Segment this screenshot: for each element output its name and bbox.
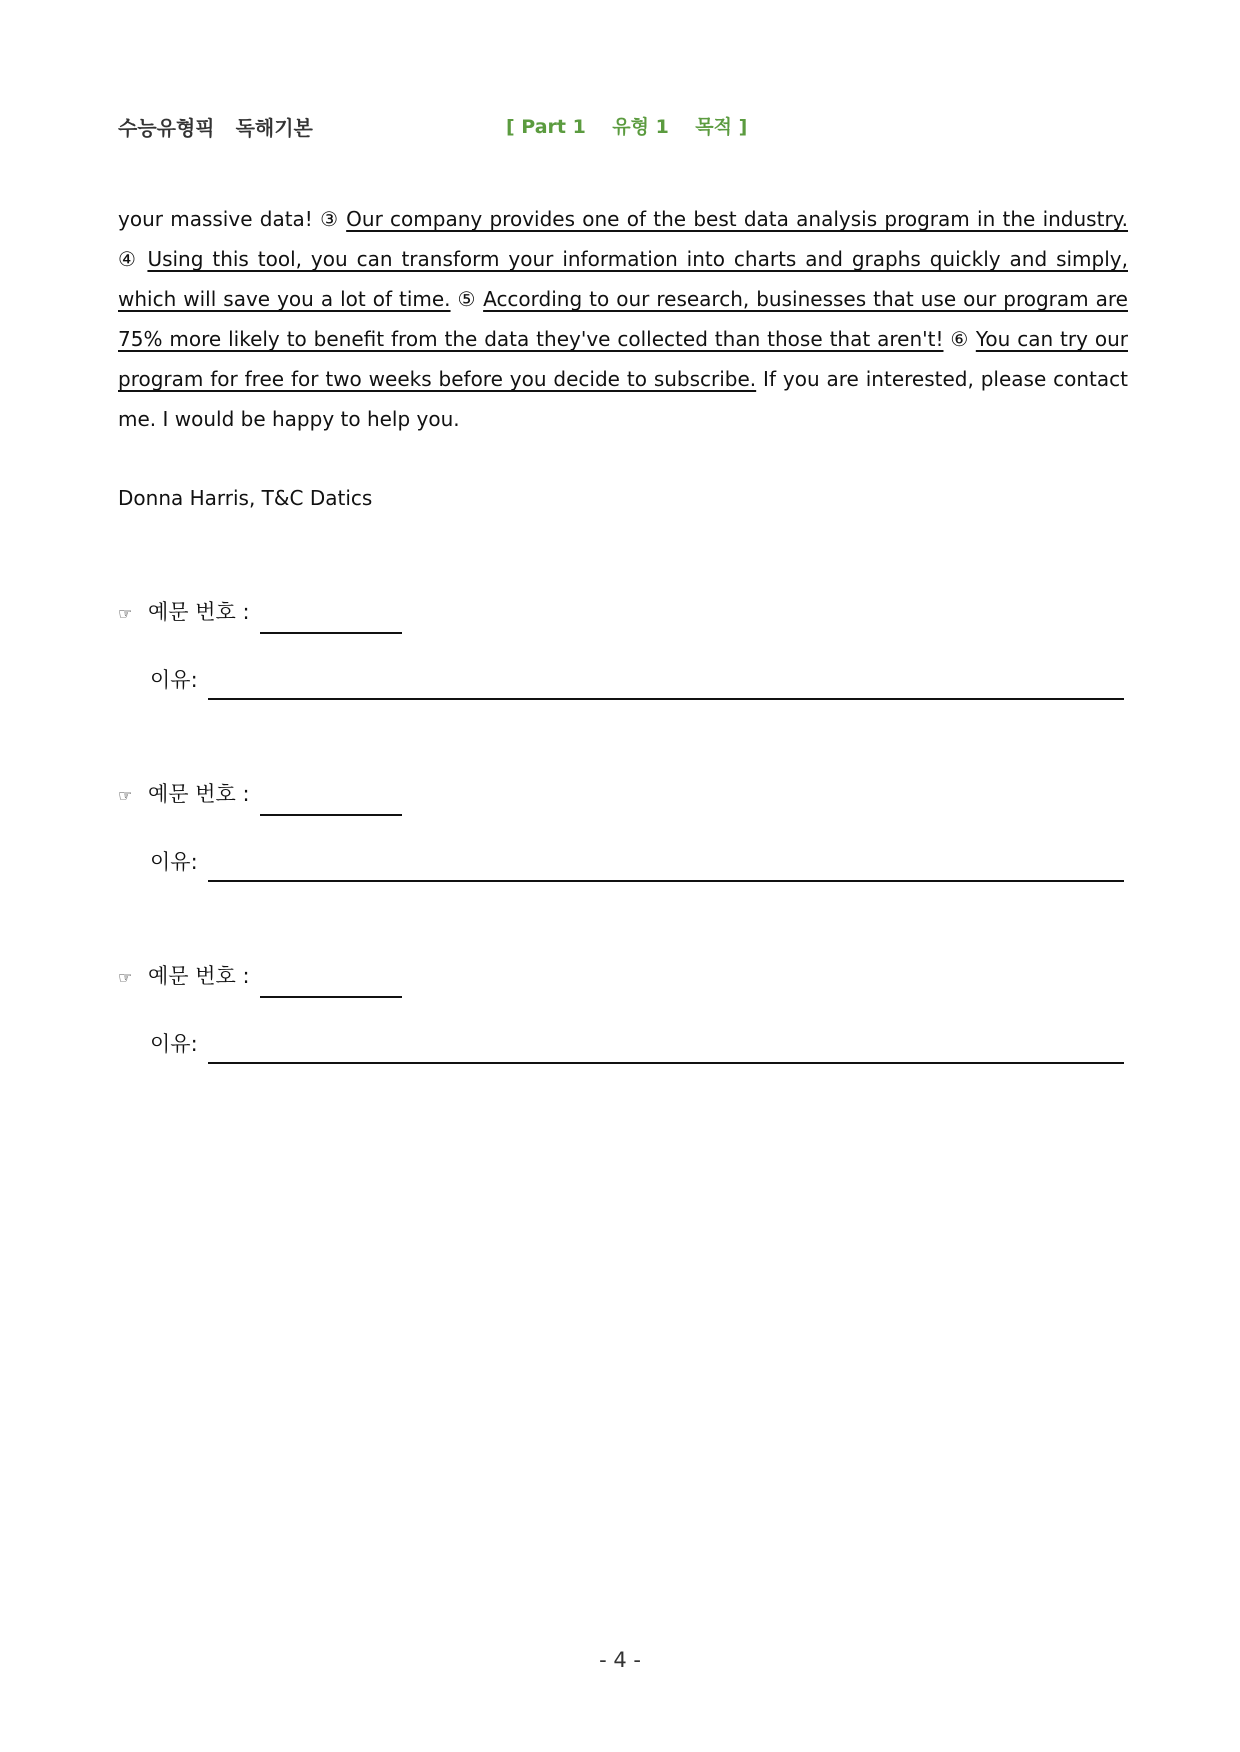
answer-reason-row	[150, 660, 1124, 700]
reason-label: 이유:	[150, 1032, 198, 1056]
answer-number-row	[118, 774, 402, 814]
sentence-number-blank[interactable]	[260, 790, 402, 816]
reason-blank[interactable]	[208, 1038, 1124, 1064]
passage-text: ⑤	[450, 287, 484, 311]
pointing-hand-icon: ☞	[118, 604, 133, 623]
underlined-sentence-4: Using this tool, you can transform your information into charts and graphs quickly and simply, which will save you a lot of time.	[118, 247, 1128, 311]
letter-signature: Donna Harris, T&C Datics	[118, 486, 373, 510]
page-number: - 4 -	[599, 1648, 641, 1672]
reason-blank[interactable]	[208, 856, 1124, 882]
sentence-number-label: 예문 번호 :	[148, 600, 250, 624]
reading-passage	[118, 199, 1128, 439]
section-label: [ Part 1 유형 1 목적 ]	[506, 116, 748, 138]
answer-number-row	[118, 592, 402, 632]
sentence-number-blank[interactable]	[260, 608, 402, 634]
page-header	[118, 112, 1128, 148]
answer-number-row	[118, 956, 402, 996]
book-title: 수능유형픽 독해기본	[118, 116, 313, 140]
answer-block-1	[118, 592, 1128, 712]
passage-text: ⑥	[943, 327, 976, 351]
answer-block-3	[118, 956, 1128, 1076]
underlined-sentence-3: Our company provides one of the best data analysis program in the industry.	[346, 207, 1129, 231]
underlined-sentence-6: You can try our program for free for two weeks before you decide to subscribe.	[118, 327, 1128, 391]
reason-label: 이유:	[150, 668, 198, 692]
sentence-number-label: 예문 번호 :	[148, 964, 250, 988]
sentence-number-blank[interactable]	[260, 972, 402, 998]
answer-block-2	[118, 774, 1128, 894]
underlined-sentence-5: According to our research, businesses that use our program are 75% more likely to benefit from the data they've collected than those that aren't!	[118, 287, 1128, 351]
answer-reason-row	[150, 842, 1124, 882]
pointing-hand-icon: ☞	[118, 968, 133, 987]
passage-text: your massive data! ③	[118, 207, 347, 231]
sentence-number-label: 예문 번호 :	[148, 782, 250, 806]
reason-blank[interactable]	[208, 674, 1124, 700]
passage-text: ④	[118, 247, 148, 271]
passage-text: If you are interested, please contact me. I would be happy to help you.	[118, 367, 1128, 431]
reason-label: 이유:	[150, 850, 198, 874]
answer-reason-row	[150, 1024, 1124, 1064]
pointing-hand-icon: ☞	[118, 786, 133, 805]
